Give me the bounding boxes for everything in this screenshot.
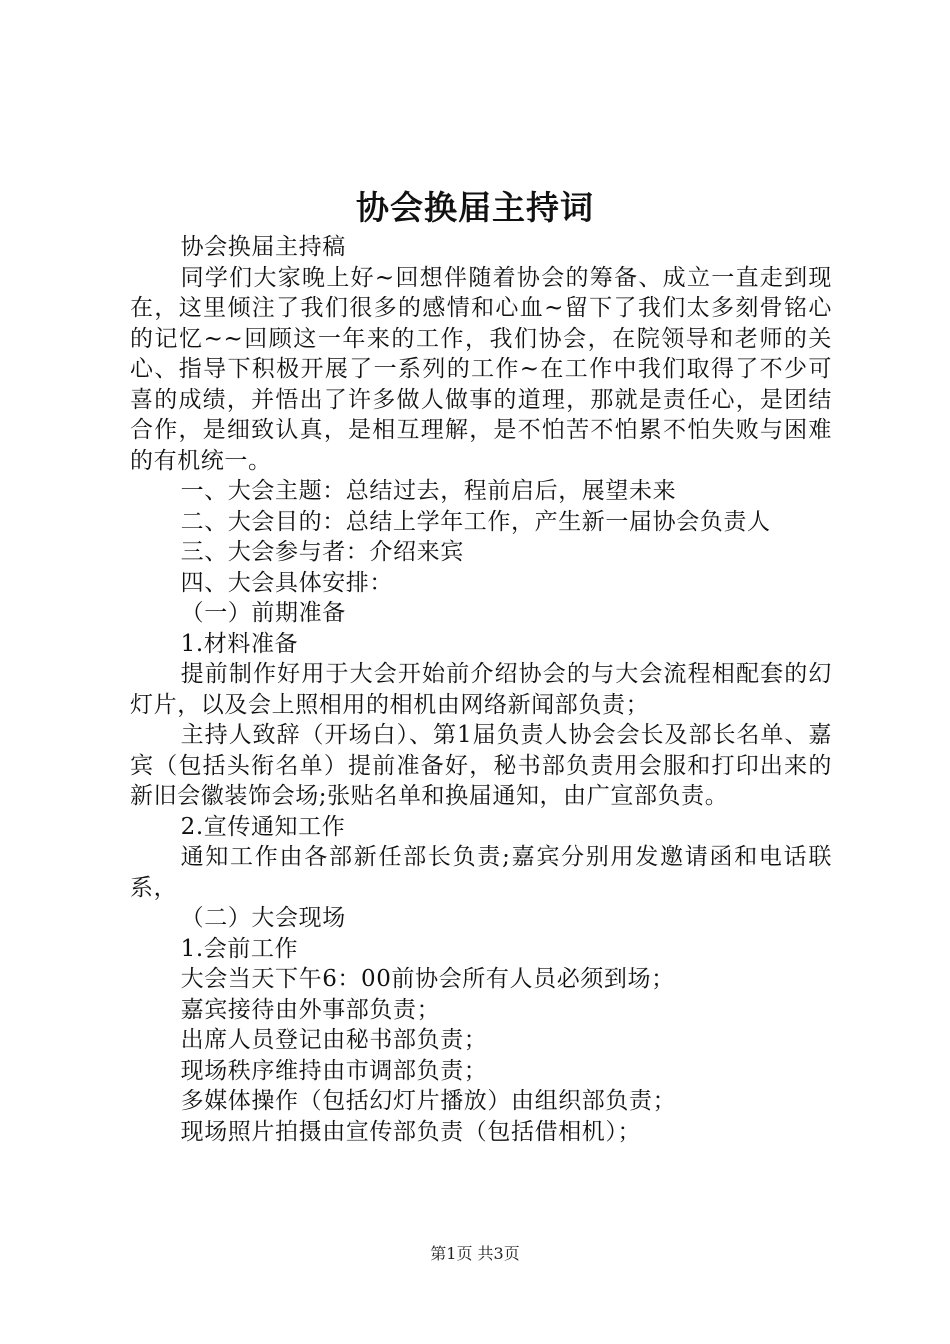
paragraph: 现场照片拍摄由宣传部负责（包括借相机）； xyxy=(180,1118,642,1145)
paragraph: 嘉宾接待由外事部负责； xyxy=(180,996,441,1023)
page-number-footer: 第1页 共3页 xyxy=(430,1244,520,1263)
paragraph: 三、大会参与者：介绍来宾 xyxy=(180,539,464,565)
paragraph: 一、大会主题：总结过去，程前启后，展望未来 xyxy=(180,478,677,504)
document-title: 协会换届主持词 xyxy=(356,188,594,227)
paragraph: 二、大会目的：总结上学年工作，产生新一届协会负责人 xyxy=(180,508,771,535)
paragraph: 大会当天下午6：00前协会所有人员必须到场； xyxy=(180,966,675,992)
paragraph: 四、大会具体安排： xyxy=(180,569,393,596)
paragraph: 多媒体操作（包括幻灯片播放）由组织部负责； xyxy=(180,1088,677,1114)
paragraph: 提前制作好用于大会开始前介绍协会的与大会流程相配套的幻灯片，以及会上照相用的相机由网络新闻部负责； xyxy=(130,661,832,718)
paragraph: 1.会前工作 xyxy=(180,935,299,962)
paragraph: 协会换届主持稿 xyxy=(180,234,346,260)
paragraph: 1.材料准备 xyxy=(180,630,299,657)
paragraph: 出席人员登记由秘书部负责； xyxy=(180,1027,488,1053)
paragraph: 主持人致辞（开场白）、第1届负责人协会会长及部长名单、嘉宾（包括头衔名单）提前准备好，秘书部负责用会服和打印出来的新旧会徽装饰会场;张贴名单和换届通知，由广宣部负责。 xyxy=(130,722,832,809)
paragraph: 现场秩序维持由市调部负责； xyxy=(180,1057,488,1084)
paragraph: 同学们大家晚上好~回想伴随着协会的筹备、成立一直走到现在，这里倾注了我们很多的感情和心血~留下了我们太多刻骨铭心的记忆~~回顾这一年来的工作，我们协会，在院领导和老师的关心、指导下积极开展了一系列的工作~在工作中我们取得了不少可喜的成绩，并悟出了许多做人做事的道理，那就是责任心，是团结合作，是细致认真，是相互理解，是不怕苦不怕累不怕失败与困难的有机统一。 xyxy=(130,264,832,474)
paragraph: 2.宣传通知工作 xyxy=(180,813,346,840)
paragraph: （一）前期准备 xyxy=(180,600,346,626)
document-body xyxy=(130,232,832,1147)
paragraph: （二）大会现场 xyxy=(180,905,346,931)
paragraph: 通知工作由各部新任部长负责;嘉宾分别用发邀请函和电话联系， xyxy=(130,844,832,901)
